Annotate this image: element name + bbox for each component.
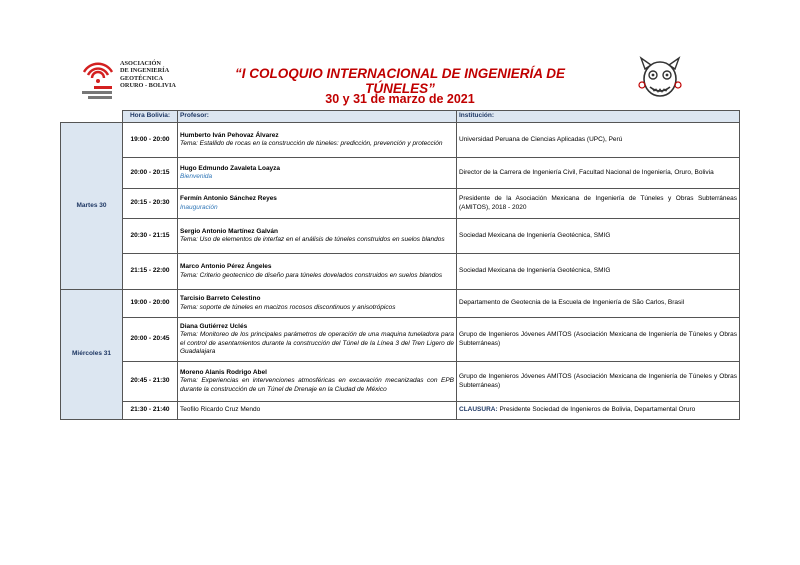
professor-cell [178,158,457,189]
professor-cell [178,189,457,219]
talk-topic: Tema: Estallido de rocas en la construcción de túneles: predicción, prevención y protección [180,140,443,147]
column-header-institucion: Institución: [457,111,740,123]
professor-cell [178,290,457,318]
day-label-miercoles: Miércoles 31 [61,290,123,420]
event-title: “I COLOQUIO INTERNACIONAL DE INGENIERÍA DE TÚNELES” [234,66,566,96]
professor-name: Teofilo Ricardo Cruz Mendo [180,406,261,414]
table-row [61,189,740,219]
professor-name: Moreno Alanis Rodrigo Abel [180,369,267,377]
professor-cell [178,362,457,402]
column-header-profesor: Profesor: [178,111,457,123]
institution-cell: Presidente de la Asociación Mexicana de Ingeniería de Túneles y Obras Subterráneas (AMITOS), 2018 - 2020 [457,189,740,219]
institution-cell: Grupo de Ingenieros Jóvenes AMITOS (Asociación Mexicana de Ingeniería de Túneles y Obras Subterráneas) [457,318,740,362]
professor-name: Sergio Antonio Martínez Galván [180,227,278,235]
institution-text: Presidente Sociedad de Ingenieros de Bolivia, Departamental Oruro [497,406,696,414]
professor-cell [178,318,457,362]
professor-name: Fermín Antonio Sánchez Reyes [180,195,277,203]
talk-topic: Tema: Experiencias en intervenciones atmosféricas en excavación mecanizadas con EPB durante la construcción de un Túnel de Drenaje en la Ciudad de México [180,377,454,393]
table-row [61,123,740,158]
column-header-hora: Hora Bolivia: [123,111,178,123]
table-row [61,254,740,290]
time-cell: 20:30 - 21:15 [123,219,178,254]
institution-cell: Universidad Peruana de Ciencias Aplicadas (UPC), Perú [457,123,740,158]
professor-name: Humberto Iván Pehovaz Álvarez [180,131,279,139]
table-header-row [61,111,740,123]
table-row [61,402,740,420]
institution-cell: Director de la Carrera de Ingeniería Civil, Facultad Nacional de Ingeniería, Oruro, Bolivia [457,158,740,189]
professor-name: Marco Antonio Pérez Ángeles [180,263,272,271]
clausura-label: CLAUSURA: [459,406,498,414]
institution-cell: Sociedad Mexicana de Ingeniería Geotécnica, SMIG [457,254,740,290]
talk-topic: Tema: Criterio geotecnico de diseño para túneles dovelados construidos en suelos blandos [180,271,443,279]
institution-cell: Sociedad Mexicana de Ingeniería Geotécnica, SMIG [457,219,740,254]
table-row [61,362,740,402]
table-row [61,290,740,318]
professor-cell [178,254,457,290]
professor-cell [178,219,457,254]
wifi-signal-logo-icon [78,58,118,102]
institution-cell [457,402,740,420]
time-cell: 20:15 - 20:30 [123,189,178,219]
professor-name: Hugo Edmundo Zavaleta Loayza [180,164,281,172]
day-label-martes: Martes 30 [61,123,123,290]
event-dates: 30 y 31 de marzo de 2021 [325,92,475,106]
professor-name: Tarcisio Barreto Celestino [180,295,261,303]
professor-cell [178,402,457,420]
talk-topic: Tema: Monitoreo de los principales parámetros de operación de una maquina tuneladora para el control de asentamientos durante la construcción del Túnel de la Línea 3 del Tren Ligero de Guadalajara [180,331,454,355]
table-row [61,158,740,189]
schedule-table [60,110,740,420]
time-cell: 19:00 - 20:00 [123,123,178,158]
time-cell: 20:00 - 20:45 [123,318,178,362]
time-cell: 20:00 - 20:15 [123,158,178,189]
talk-topic: Tema: Uso de elementos de interfaz en el análisis de túneles construidos en suelos blandos [180,236,445,243]
devil-mask-seal-icon [637,55,683,101]
table-row [61,219,740,254]
organization-logo [78,58,188,104]
time-cell: 21:15 - 22:00 [123,254,178,290]
institution-cell: Departamento de Geotecnia de la Escuela de Ingeniería de São Carlos, Brasil [457,290,740,318]
professor-name: Diana Gutiérrez Uclés [180,323,248,331]
organization-name: ASOCIACIÓN DE INGENIERÍA GEOTÉCNICA ORURO - BOLIVIA [120,60,176,90]
time-cell: 19:00 - 20:00 [123,290,178,318]
session-label: Inauguración [180,203,218,211]
table-row [61,318,740,362]
institution-cell: Grupo de Ingenieros Jóvenes AMITOS (Asociación Mexicana de Ingeniería de Túneles y Obras Subterráneas) [457,362,740,402]
header-blank-cell [61,111,123,123]
session-label: Bienvenida [180,173,213,180]
talk-topic: Tema: soporte de túneles en macizos rocosos discontinuos y anisotrópicos [180,303,396,311]
time-cell: 20:45 - 21:30 [123,362,178,402]
professor-cell [178,123,457,158]
time-cell: 21:30 - 21:40 [123,402,178,420]
